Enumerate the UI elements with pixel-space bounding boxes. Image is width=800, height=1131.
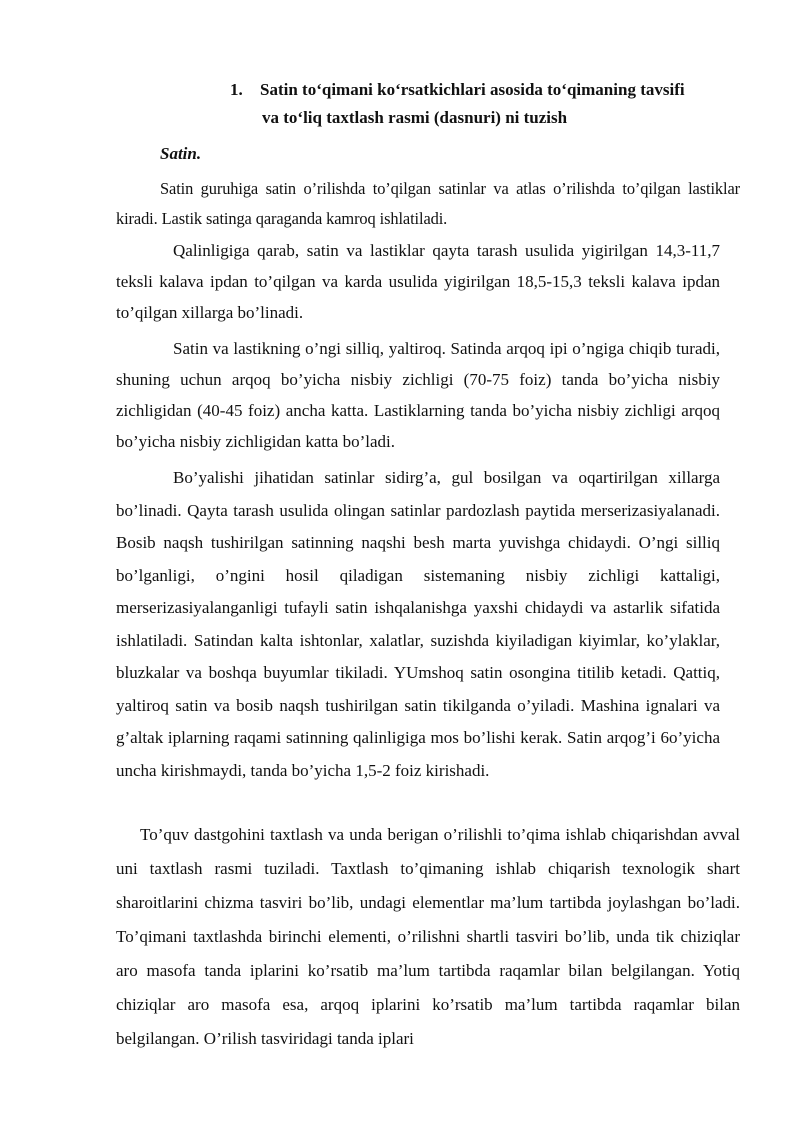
paragraph-1: Satin guruhiga satin o’rilishda to’qilgan satinlar va atlas o’rilishda to’qilgan lastiklar kiradi. Lastik satinga qaraganda kamroq ishlatiladi. [116, 179, 740, 228]
paragraph-3: Satin va lastikning o’ngi silliq, yaltiroq. Satinda arqoq ipi o’ngiga chiqib turadi, shuning uchun arqoq bo’yicha nisbiy zichligi (70-75 foiz) tanda bo’yicha nisbiy zichligidan (40-45 foiz) ancha katta. Lastiklarning tanda bo’yicha nisbiy zichligi arqoq bo’yicha nisbiy zichligidan katta bo’ladi. [116, 339, 720, 451]
paragraph-2: Qalinligiga qarab, satin va lastiklar qayta tarash usulida yigirilgan 14,3-11,7 teksli kalava ipdan to’qilgan va karda usulida yigirilgan 18,5-15,3 teksli kalava ipdan to’qilgan xillarga bo’linadi. [116, 241, 720, 322]
section-heading-line-1: Satin to‘qimani ko‘rsatkichlari asosida to‘qimaning tavsifi [260, 80, 685, 99]
section-heading [230, 76, 750, 132]
paragraph-5: To’quv dastgohini taxtlash va unda berigan o’rilishli to’qima ishlab chiqarishdan avval uni taxtlash rasmi tuziladi. Taxtlash to’qimaning ishlab chiqarish texnologik shart sharoitlarini chizma tasviri bo’lib, undagi elementlar ma’lum tartibda joylashgan bo’ladi. To’qimani taxtlashda birinchi elementi, o’rilishni shartli tasviri bo’lib, unda tik chiziqlar aro masofa tanda iplarini ko’rsatib ma’lum tartibda raqamlar bilan belgilangan. Yotiq chiziqlar aro masofa esa, arqoq iplarini ko’rsatib ma’lum tartibda raqamlar bilan belgilangan. O’rilish tasviridagi tanda iplari [116, 825, 740, 1048]
section-heading-line-2: va to‘liq taxtlash rasmi (dasnuri) ni tuzish [262, 108, 568, 127]
section-number: 1. [230, 80, 243, 99]
subheading: Satin. [160, 144, 202, 163]
paragraph-4: Bo’yalishi jihatidan satinlar sidirg’a, gul bosilgan va oqartirilgan xillarga bo’linadi. Qayta tarash usulida olingan satinlar pardozlash paytida merserizasiyalanadi. Bosib naqsh tushirilgan satinning naqshi besh marta yuvishga chidaydi. O’ngi silliq bo’lganligi, o’ngini hosil qiladigan sistemaning nisbiy zichligi kattaligi, merserizasiyalanganligi tufayli satin ishqalanishga yaxshi chidaydi va astarlik sifatida ishlatiladi. Satindan kalta ishtonlar, xalatlar, suzishda kiyiladigan kiyimlar, ko’ylaklar, bluzkalar va boshqa buyumlar tikiladi. YUmshoq satin osongina titilib ketadi. Qattiq, yaltiroq satin va bosib naqsh tushirilgan satin tikilganda o’yiladi. Mashina ignalari va g’altak iplarning raqami satinning qalinligiga mos bo’lishi kerak. Satin arqog’i 6o’yicha uncha kirishmaydi, tanda bo’yicha 1,5-2 foiz kirishadi. [116, 468, 720, 780]
